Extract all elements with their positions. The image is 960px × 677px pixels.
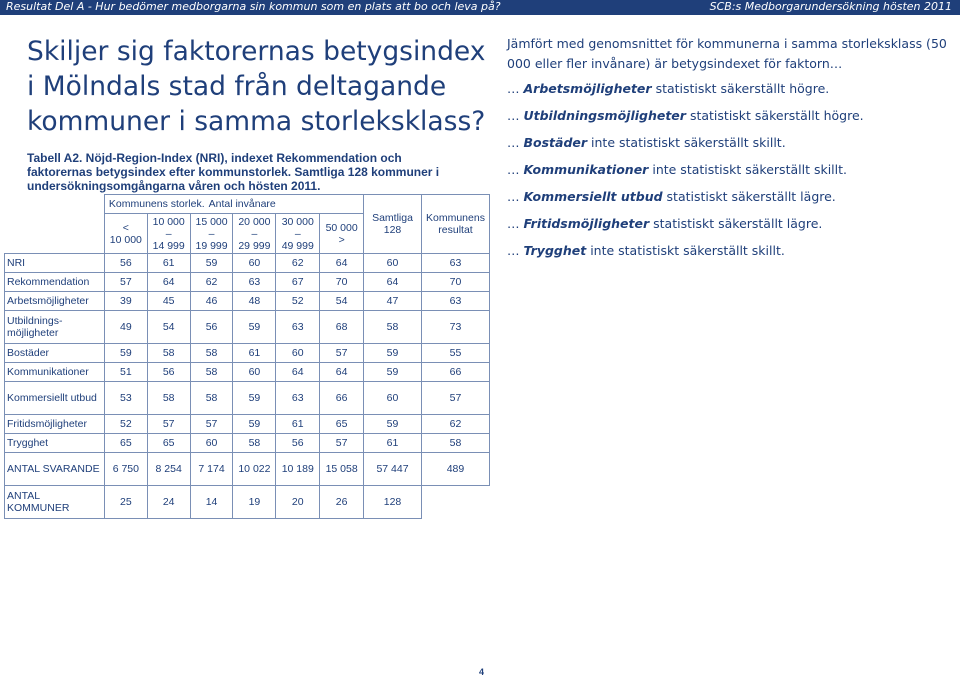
table-cell: 73	[421, 311, 489, 344]
finding-text: statistiskt säkerställt lägre.	[653, 216, 823, 231]
table-row	[5, 292, 490, 311]
table-cell: 52	[104, 415, 147, 434]
table-cell: 19	[233, 486, 276, 519]
index-table	[4, 194, 490, 519]
table-cell: 489	[421, 453, 489, 486]
table-cell: 57	[147, 415, 190, 434]
table-cell: 51	[104, 363, 147, 382]
table-cell: 60	[364, 254, 422, 273]
table-cell: 45	[147, 292, 190, 311]
table-cell: 59	[364, 344, 422, 363]
header-right-text: SCB:s Medborgarundersökning hösten 2011	[709, 0, 952, 13]
col-header: 30 000 – 49 999	[276, 214, 320, 254]
finding-text: statistiskt säkerställt lägre.	[666, 189, 836, 204]
finding-text: statistiskt säkerställt högre.	[689, 108, 864, 123]
row-label: Fritidsmöjligheter	[5, 415, 105, 434]
table-row	[5, 453, 490, 486]
table-cell	[421, 486, 489, 519]
table-cell: 65	[320, 415, 364, 434]
table-cell: 57	[104, 273, 147, 292]
finding-factor: Kommersiellt utbud	[523, 189, 663, 204]
row-label: Utbildnings-möjligheter	[5, 311, 105, 344]
table-cell: 63	[421, 292, 489, 311]
table-cell: 58	[421, 434, 489, 453]
table-row	[5, 382, 490, 415]
row-label: ANTAL SVARANDE	[5, 453, 105, 486]
col-header: 10 000 – 14 999	[147, 214, 190, 254]
table-cell: 65	[147, 434, 190, 453]
row-label: Trygghet	[5, 434, 105, 453]
table-cell: 58	[147, 382, 190, 415]
finding-factor: Bostäder	[523, 135, 588, 150]
finding-factor: Kommunikationer	[523, 162, 649, 177]
col-header: < 10 000	[104, 214, 147, 254]
table-cell: 58	[147, 344, 190, 363]
table-row	[5, 311, 490, 344]
table-cell: 58	[364, 311, 422, 344]
table-cell: 60	[190, 434, 233, 453]
table-cell: 62	[421, 415, 489, 434]
page-title: Skiljer sig faktorernas betygsindex i Mölndals stad från deltagande kommuner i samma storleksklass?	[27, 36, 486, 137]
table-cell: 64	[364, 273, 422, 292]
table-cell: 7 174	[190, 453, 233, 486]
table-row	[5, 344, 490, 363]
table-cell: 58	[233, 434, 276, 453]
col-header: 20 000 – 29 999	[233, 214, 276, 254]
table-cell: 57	[320, 344, 364, 363]
table-cell: 55	[421, 344, 489, 363]
page-header	[0, 0, 960, 15]
table-cell: 56	[190, 311, 233, 344]
table-cell: 59	[233, 382, 276, 415]
table-cell: 59	[104, 344, 147, 363]
table-cell: 24	[147, 486, 190, 519]
table-cell: 54	[320, 292, 364, 311]
finding-prefix: …	[507, 81, 520, 96]
finding-item	[507, 190, 947, 204]
table-row	[5, 273, 490, 292]
table-cell: 56	[104, 254, 147, 273]
table-cell: 66	[421, 363, 489, 382]
table-cell: 46	[190, 292, 233, 311]
finding-text: inte statistiskt säkerställt skillt.	[590, 243, 785, 258]
table-cell: 60	[233, 254, 276, 273]
col-samtliga: Samtliga 128	[364, 195, 422, 254]
table-cell: 70	[320, 273, 364, 292]
table-cell: 48	[233, 292, 276, 311]
table-cell: 60	[276, 344, 320, 363]
table-cell: 8 254	[147, 453, 190, 486]
table-cell: 26	[320, 486, 364, 519]
row-label: Bostäder	[5, 344, 105, 363]
row-label: NRI	[5, 254, 105, 273]
table-cell: 64	[320, 363, 364, 382]
finding-prefix: …	[507, 189, 520, 204]
table-cell: 61	[233, 344, 276, 363]
table-cell: 20	[276, 486, 320, 519]
finding-factor: Utbildningsmöjligheter	[523, 108, 686, 123]
findings-intro: Jämfört med genomsnittet för kommunerna i samma storleksklass (50 000 eller fler invånare) är betygsindexet för faktorn…	[507, 36, 947, 71]
table-cell: 66	[320, 382, 364, 415]
table-cell: 64	[276, 363, 320, 382]
table-cell: 57	[320, 434, 364, 453]
finding-item	[507, 217, 947, 231]
table-cell: 56	[276, 434, 320, 453]
row-label: ANTAL KOMMUNER	[5, 486, 105, 519]
finding-prefix: …	[507, 243, 520, 258]
finding-text: inte statistiskt säkerställt skillt.	[652, 162, 847, 177]
table-cell: 47	[364, 292, 422, 311]
row-label: Rekommendation	[5, 273, 105, 292]
table-row	[5, 254, 490, 273]
row-label: Arbetsmöjligheter	[5, 292, 105, 311]
table-cell: 6 750	[104, 453, 147, 486]
table-row	[5, 486, 490, 519]
table-cell: 59	[190, 254, 233, 273]
table-row	[5, 415, 490, 434]
table-cell: 63	[276, 311, 320, 344]
group-header: Kommunens storlek. Antal invånare	[104, 195, 363, 214]
finding-item	[507, 136, 947, 150]
table-cell: 53	[104, 382, 147, 415]
table-cell: 57	[190, 415, 233, 434]
table-cell: 60	[364, 382, 422, 415]
col-header: 15 000 – 19 999	[190, 214, 233, 254]
table-row	[5, 363, 490, 382]
col-kommunens: Kommunens resultat	[421, 195, 489, 254]
table-cell: 63	[233, 273, 276, 292]
table-cell: 25	[104, 486, 147, 519]
table-cell: 14	[190, 486, 233, 519]
table-cell: 61	[147, 254, 190, 273]
finding-item	[507, 82, 947, 96]
table-cell: 58	[190, 344, 233, 363]
table-cell: 61	[364, 434, 422, 453]
table-cell: 61	[276, 415, 320, 434]
table-cell: 59	[233, 415, 276, 434]
finding-item	[507, 244, 947, 258]
table-caption: Tabell A2. Nöjd-Region-Index (NRI), indexet Rekommendation och faktorernas betygsindex efter kommunstorlek. Samtliga 128 kommuner i undersökningsomgångarna våren och hösten 2011.	[27, 151, 440, 193]
table-cell: 59	[364, 415, 422, 434]
finding-prefix: …	[507, 108, 520, 123]
table-cell: 58	[190, 382, 233, 415]
finding-prefix: …	[507, 216, 520, 231]
table-row	[5, 434, 490, 453]
table-cell: 57 447	[364, 453, 422, 486]
finding-prefix: …	[507, 162, 520, 177]
table-cell: 52	[276, 292, 320, 311]
table-cell: 70	[421, 273, 489, 292]
table-cell: 64	[320, 254, 364, 273]
table-cell: 59	[233, 311, 276, 344]
table-cell: 63	[276, 382, 320, 415]
table-cell: 62	[190, 273, 233, 292]
table-cell: 58	[190, 363, 233, 382]
table-cell: 10 022	[233, 453, 276, 486]
table-cell: 59	[364, 363, 422, 382]
table-cell: 65	[104, 434, 147, 453]
row-label: Kommunikationer	[5, 363, 105, 382]
finding-item	[507, 163, 947, 177]
table-cell: 67	[276, 273, 320, 292]
table-cell: 10 189	[276, 453, 320, 486]
table-cell: 15 058	[320, 453, 364, 486]
header-left-text: Resultat Del A - Hur bedömer medborgarna sin kommun som en plats att bo och leva på?	[6, 0, 501, 13]
table-cell: 63	[421, 254, 489, 273]
table-group-header-row	[5, 195, 490, 214]
finding-factor: Fritidsmöjligheter	[523, 216, 650, 231]
table-cell: 49	[104, 311, 147, 344]
row-label: Kommersiellt utbud	[5, 382, 105, 415]
table-cell: 39	[104, 292, 147, 311]
page-number: 4	[479, 667, 485, 677]
findings-panel	[507, 34, 947, 271]
finding-text: statistiskt säkerställt högre.	[655, 81, 830, 96]
finding-factor: Arbetsmöjligheter	[523, 81, 652, 96]
table-cell: 68	[320, 311, 364, 344]
finding-item	[507, 109, 947, 123]
finding-factor: Trygghet	[523, 243, 587, 258]
table-cell: 57	[421, 382, 489, 415]
table-cell: 54	[147, 311, 190, 344]
table-cell: 56	[147, 363, 190, 382]
table-cell: 60	[233, 363, 276, 382]
table-cell: 128	[364, 486, 422, 519]
table-cell: 64	[147, 273, 190, 292]
finding-prefix: …	[507, 135, 520, 150]
table-cell: 62	[276, 254, 320, 273]
finding-text: inte statistiskt säkerställt skillt.	[591, 135, 786, 150]
col-header: 50 000 >	[320, 214, 364, 254]
